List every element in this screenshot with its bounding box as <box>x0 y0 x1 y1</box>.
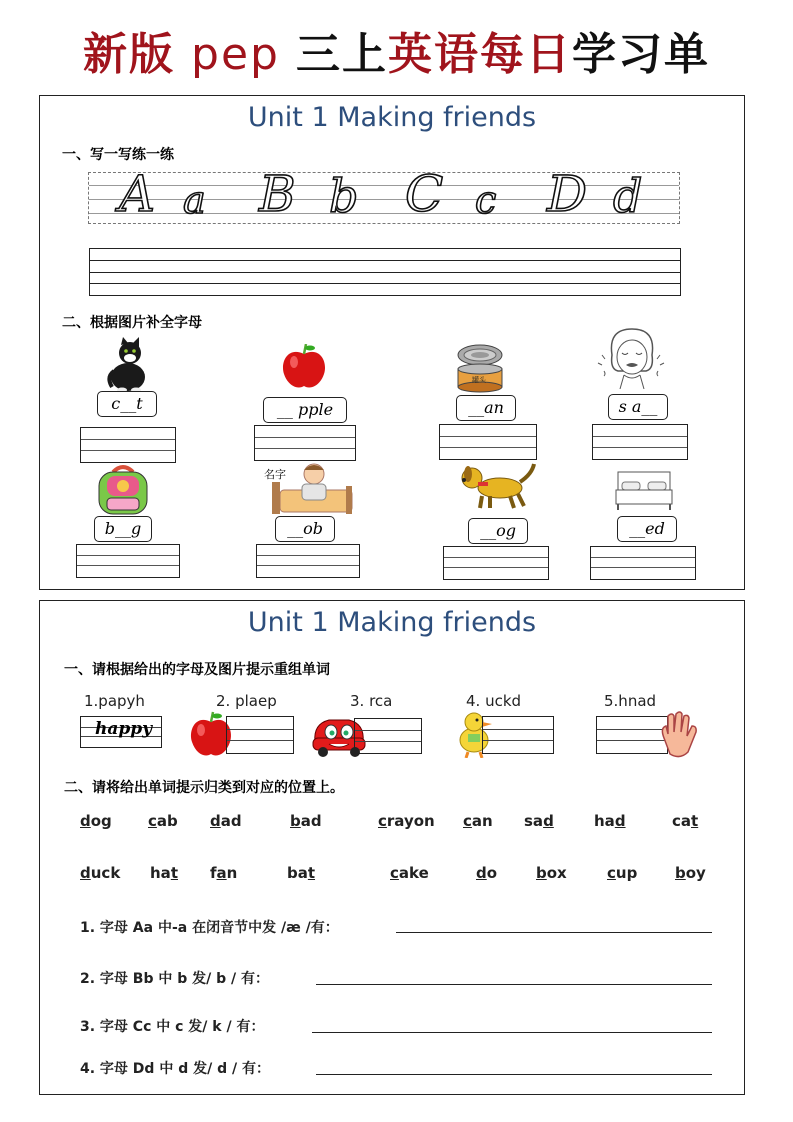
unit-title-2: Unit 1 Making friends <box>247 607 537 638</box>
trace-letter: c <box>475 178 497 222</box>
answer-box-1[interactable] <box>80 716 162 748</box>
section-complete-letters: 二、根据图片补全字母 <box>62 315 202 331</box>
bag-picture <box>93 462 153 518</box>
dog-picture <box>456 462 538 510</box>
word-item: dog <box>80 812 112 830</box>
word-item: bat <box>287 864 316 882</box>
word-item: boy <box>675 864 706 882</box>
writing-lines-large[interactable] <box>89 248 681 296</box>
fill-label-bed: __ed <box>617 516 677 542</box>
scramble-word: 5.hnad <box>604 692 657 710</box>
trace-letter: d <box>613 169 643 223</box>
trace-letter: b <box>329 169 359 223</box>
scramble-word: 2. plaep <box>216 692 277 710</box>
fill-label-dog: __og <box>468 518 528 544</box>
title-part-5: 学习单 <box>571 29 710 80</box>
writing-box-dog[interactable] <box>443 546 549 580</box>
writing-box-can[interactable] <box>439 424 537 460</box>
cat-picture <box>106 337 152 393</box>
fill-label-can: __an <box>456 395 516 421</box>
word-item: box <box>536 864 567 882</box>
section-sort-words: 二、请将给出单词提示归类到对应的位置上。 <box>64 780 344 796</box>
scramble-word: 4. uckd <box>466 692 522 710</box>
section-reorder-words: 一、请根据给出的字母及图片提示重组单词 <box>64 662 330 678</box>
writing-box-cat[interactable] <box>80 427 176 463</box>
can-picture <box>454 341 512 393</box>
trace-letter: C <box>405 165 444 223</box>
title-part-2: pep <box>175 29 296 80</box>
letter-tracing-strip <box>88 165 680 224</box>
trace-letter: A <box>119 165 156 223</box>
fill-label-cat: c__t <box>97 391 157 417</box>
section-write-practice: 一、写一写练一练 <box>62 147 174 163</box>
word-item: had <box>594 812 626 830</box>
word-item: cat <box>672 812 699 830</box>
writing-box-apple[interactable] <box>254 425 356 461</box>
fill-label-sad: s a__ <box>608 394 668 420</box>
word-item: duck <box>80 864 121 882</box>
writing-box-sad[interactable] <box>592 424 688 460</box>
word-item: dad <box>210 812 242 830</box>
trace-letter: D <box>547 165 588 223</box>
hand-picture <box>654 708 702 760</box>
answer-box-4[interactable] <box>482 716 554 754</box>
word-item: hat <box>150 864 178 882</box>
bed-boy-picture <box>262 460 356 518</box>
fill-label-bag: b__g <box>94 516 152 542</box>
sort-prompt-3: 3. 字母 Cc 中 c 发/ k / 有： <box>80 1019 265 1035</box>
sad-girl-picture <box>594 325 668 389</box>
worksheet-title <box>0 18 793 82</box>
fill-label-apple: __ pple <box>263 397 347 423</box>
trace-letter: B <box>259 165 296 223</box>
word-item: bad <box>290 812 322 830</box>
title-part-1: 新版 <box>83 29 176 80</box>
word-item: can <box>463 812 493 830</box>
writing-box-bed[interactable] <box>590 546 696 580</box>
bed-picture <box>614 468 674 512</box>
title-part-3: 三上 <box>295 29 388 80</box>
writing-box-job[interactable] <box>256 544 360 578</box>
can-label: 罐头 <box>472 376 486 384</box>
answer-line-1[interactable] <box>396 918 712 933</box>
answer-box-2[interactable] <box>226 716 294 754</box>
word-item: cab <box>148 812 178 830</box>
answer-line-2[interactable] <box>316 970 712 985</box>
word-item: cup <box>607 864 638 882</box>
word-item: crayon <box>378 812 435 830</box>
unit-title-1: Unit 1 Making friends <box>247 102 537 133</box>
answer-example: happy <box>95 719 153 739</box>
scramble-word: 3. rca <box>350 692 393 710</box>
answer-line-3[interactable] <box>312 1018 712 1033</box>
title-part-4: 英语每日 <box>387 29 572 80</box>
sort-prompt-4: 4. 字母 Dd 中 d 发/ d / 有： <box>80 1061 270 1077</box>
word-item: sad <box>524 812 554 830</box>
word-item: cake <box>390 864 429 882</box>
apple-picture <box>280 344 328 390</box>
answer-line-4[interactable] <box>316 1060 712 1075</box>
trace-letter: a <box>183 178 206 222</box>
word-item: do <box>476 864 498 882</box>
sort-prompt-2: 2. 字母 Bb 中 b 发/ b / 有： <box>80 971 270 987</box>
writing-box-bag[interactable] <box>76 544 180 578</box>
word-item: fan <box>210 864 238 882</box>
scramble-word: 1.papyh <box>84 692 145 710</box>
fill-label-job: __ob <box>275 516 335 542</box>
answer-box-3[interactable] <box>354 718 422 754</box>
sort-prompt-1: 1. 字母 Aa 中-a 在闭音节中发 /æ /有： <box>80 920 339 936</box>
name-tag: 名字 <box>264 468 286 481</box>
